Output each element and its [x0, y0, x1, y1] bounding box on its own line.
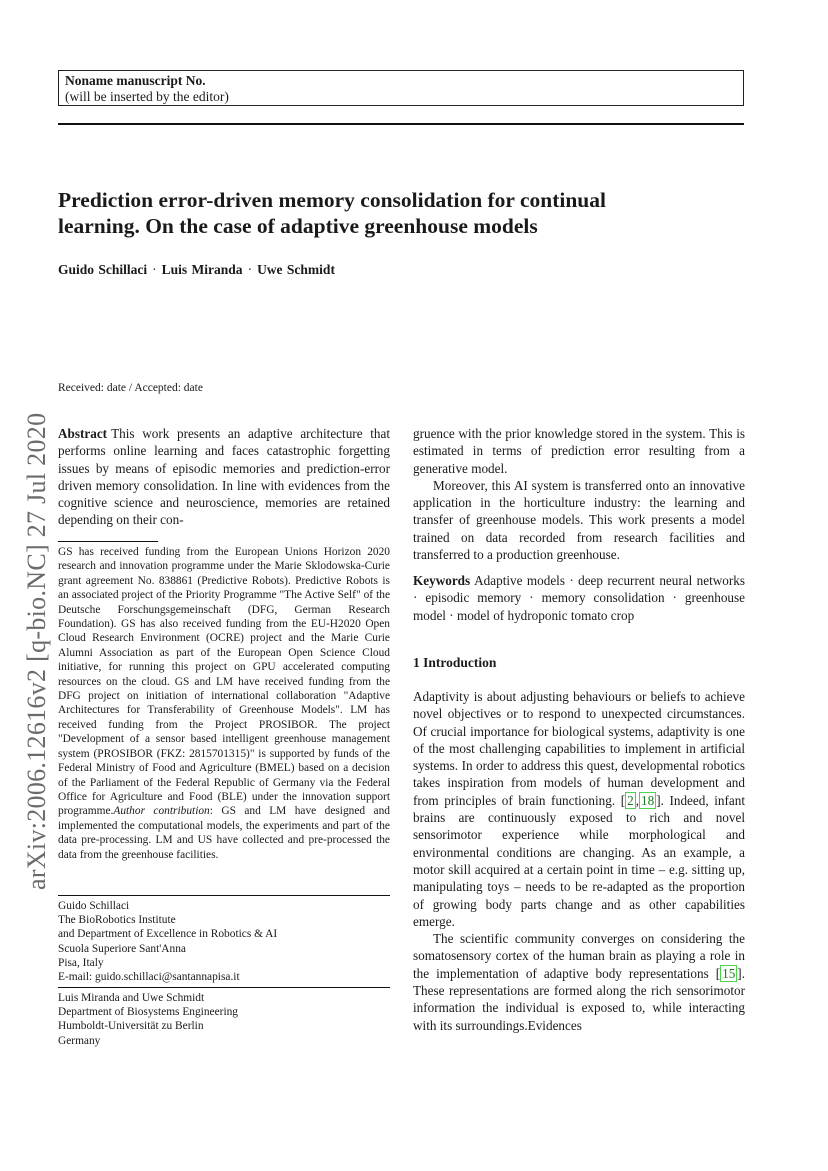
author-separator: ·	[247, 262, 253, 277]
citation-link[interactable]: 2	[627, 792, 634, 808]
intro-text: The scientific community converges on considering the somatosensory cortex of the human brain as playing a role in the implementation of adaptive body representations [	[413, 931, 745, 981]
intro-paragraph-1	[413, 688, 745, 930]
affiliation-line: Luis Miranda and Uwe Schmidt	[58, 992, 205, 1004]
author-list	[58, 261, 335, 279]
affiliation-line: Pisa, Italy	[58, 956, 104, 969]
introduction-body	[413, 688, 745, 1034]
manuscript-label: Noname manuscript No.	[65, 73, 206, 88]
keywords-block	[413, 572, 745, 624]
abstract-text-left: This work presents an adaptive architecture that performs online learning and faces catastrophic forgetting issues by means of episodic memories and prediction-error driven memory consolidation. In line with evidences from the cognitive science and neuroscience, memories are retained depending on their con-	[58, 426, 390, 528]
keywords-text: Adaptive models · deep recurrent neural networks · episodic memory · memory consolidation · greenhouse model · model of hydroponic tomato crop	[413, 573, 745, 623]
affiliation-line: Department of Biosystems Engineering	[58, 1006, 238, 1019]
author-separator: ·	[152, 262, 157, 277]
funding-text: GS has received funding from the European Unions Horizon 2020 research and innovation programme under the Marie Sklodowska-Curie grant agreement No. 838861 (Predictive Robots). Predictive Robots is an associated project of the Priority Programme "The Active Self" of the Deutsche Forschungsgemeinschaft (DFG, German Research Foundation). GS has also received funding from the EU-H2020 Open Cloud Research Environment (OCRE) project and the Marie Curie Alumni Association as part of the European Open Science Cloud initiative, for running this project on GPU accelerated computing resources on the cloud. GS and LM have received funding from the DFG project on initiation of international collaboration "Adaptive Architectures for Transferability of Greenhouse Models". LM has received funding from the Project PROSIBOR. The project "Development of a sensor based intelligent greenhouse management system (PROSIBOR (FKZ: 2815701315)" is supported by funds of the Federal Ministry of Food and Agriculture (BMEL) based on a decision of the Parliament of the Federal Republic of Germany via the Federal Office for Agriculture and Food (BLE) under the innovation support programme.	[58, 546, 390, 818]
arxiv-stamp	[16, 358, 56, 890]
affiliation-rule	[58, 987, 390, 988]
affiliation-line: Germany	[58, 1034, 101, 1047]
intro-text: ]. Indeed, infant brains are continuously exposed to rich and novel sensorimotor experience while morphological and environmental conditions are changing. As an example, a motor skill acquired at a certain point in time – e.g. sitting up, manipulating toys – needs to be re-adapted as the proportion of growing body parts change and as other capabilities emerge.	[413, 792, 745, 929]
author-contribution-text: : GS and LM have designed and implemented the computational models, the experiments and part of the data pre-processing. LM and US have collected and pre-processed the data from the greenhouse facilities.	[58, 805, 390, 861]
received-line: Received: date / Accepted: date	[58, 382, 203, 394]
affiliation-line: Humboldt-Universität zu Berlin	[58, 1020, 204, 1033]
affiliation-line: Scuola Superiore Sant'Anna	[58, 942, 186, 955]
intro-text: Adaptivity is about adjusting behaviours or beliefs to achieve novel objectives or to respond to unexpected circumstances. Of crucial importance for biological systems, adaptivity is one of the most challenging capabilities to implement in artificial systems. In order to address this quest, developmental robotics takes inspiration from models of human development and from principles of brain functioning. [	[413, 689, 745, 808]
affiliation-rule	[58, 895, 390, 896]
funding-footnote	[58, 545, 390, 862]
paper-title	[58, 187, 748, 239]
affiliation-email: E-mail: guido.schillaci@santannapisa.it	[58, 971, 240, 984]
keywords-label: Keywords	[413, 573, 471, 588]
arxiv-stamp-text: arXiv:2006.12616v2 [q-bio.NC] 27 Jul 2020	[22, 412, 51, 890]
header-rule	[58, 123, 744, 125]
title-line-2: learning. On the case of adaptive greenhouse models	[58, 214, 538, 238]
citation-separator: ,	[635, 792, 640, 808]
author-name: Luis Miranda	[161, 262, 243, 277]
section-heading: 1 Introduction	[413, 655, 497, 670]
editor-note: (will be inserted by the editor)	[65, 89, 229, 104]
abstract-right	[413, 425, 745, 563]
abstract-paragraph-2: Moreover, this AI system is transferred onto an innovative application in the horticulture industry: the learning and transfer of greenhouse models. This work presents a model trained on data recorded from research facilities and transferred to a production greenhouse.	[413, 477, 745, 563]
abstract-left	[58, 425, 390, 529]
citation-link[interactable]: 15	[722, 965, 736, 981]
affiliation-line: and Department of Excellence in Robotics & AI	[58, 928, 278, 941]
abstract-text-right: gruence with the prior knowledge stored in the system. This is estimated in terms of prediction error resulting from a generative model.	[413, 426, 745, 476]
intro-text: ]. These representations are formed along the rich sensorimotor information the individual is exposed to, while interacting with its surroundings.Evidences	[413, 965, 745, 1033]
author-name: Guido Schillaci	[58, 262, 148, 277]
author-name: Uwe Schmidt	[257, 262, 335, 277]
title-line-1: Prediction error-driven memory consolidation for continual	[58, 188, 606, 212]
affiliation-line: The BioRobotics Institute	[58, 914, 176, 927]
citation-link[interactable]: 18	[641, 792, 655, 808]
affiliation-line: Guido Schillaci	[58, 900, 130, 912]
intro-paragraph-2	[413, 930, 745, 1034]
affiliation-2	[58, 991, 390, 1048]
footnote-rule	[58, 541, 158, 542]
affiliation-1	[58, 899, 390, 984]
manuscript-header-box	[58, 70, 744, 106]
abstract-label: Abstract	[58, 426, 108, 441]
author-contribution-label: Author contribution	[113, 805, 210, 818]
